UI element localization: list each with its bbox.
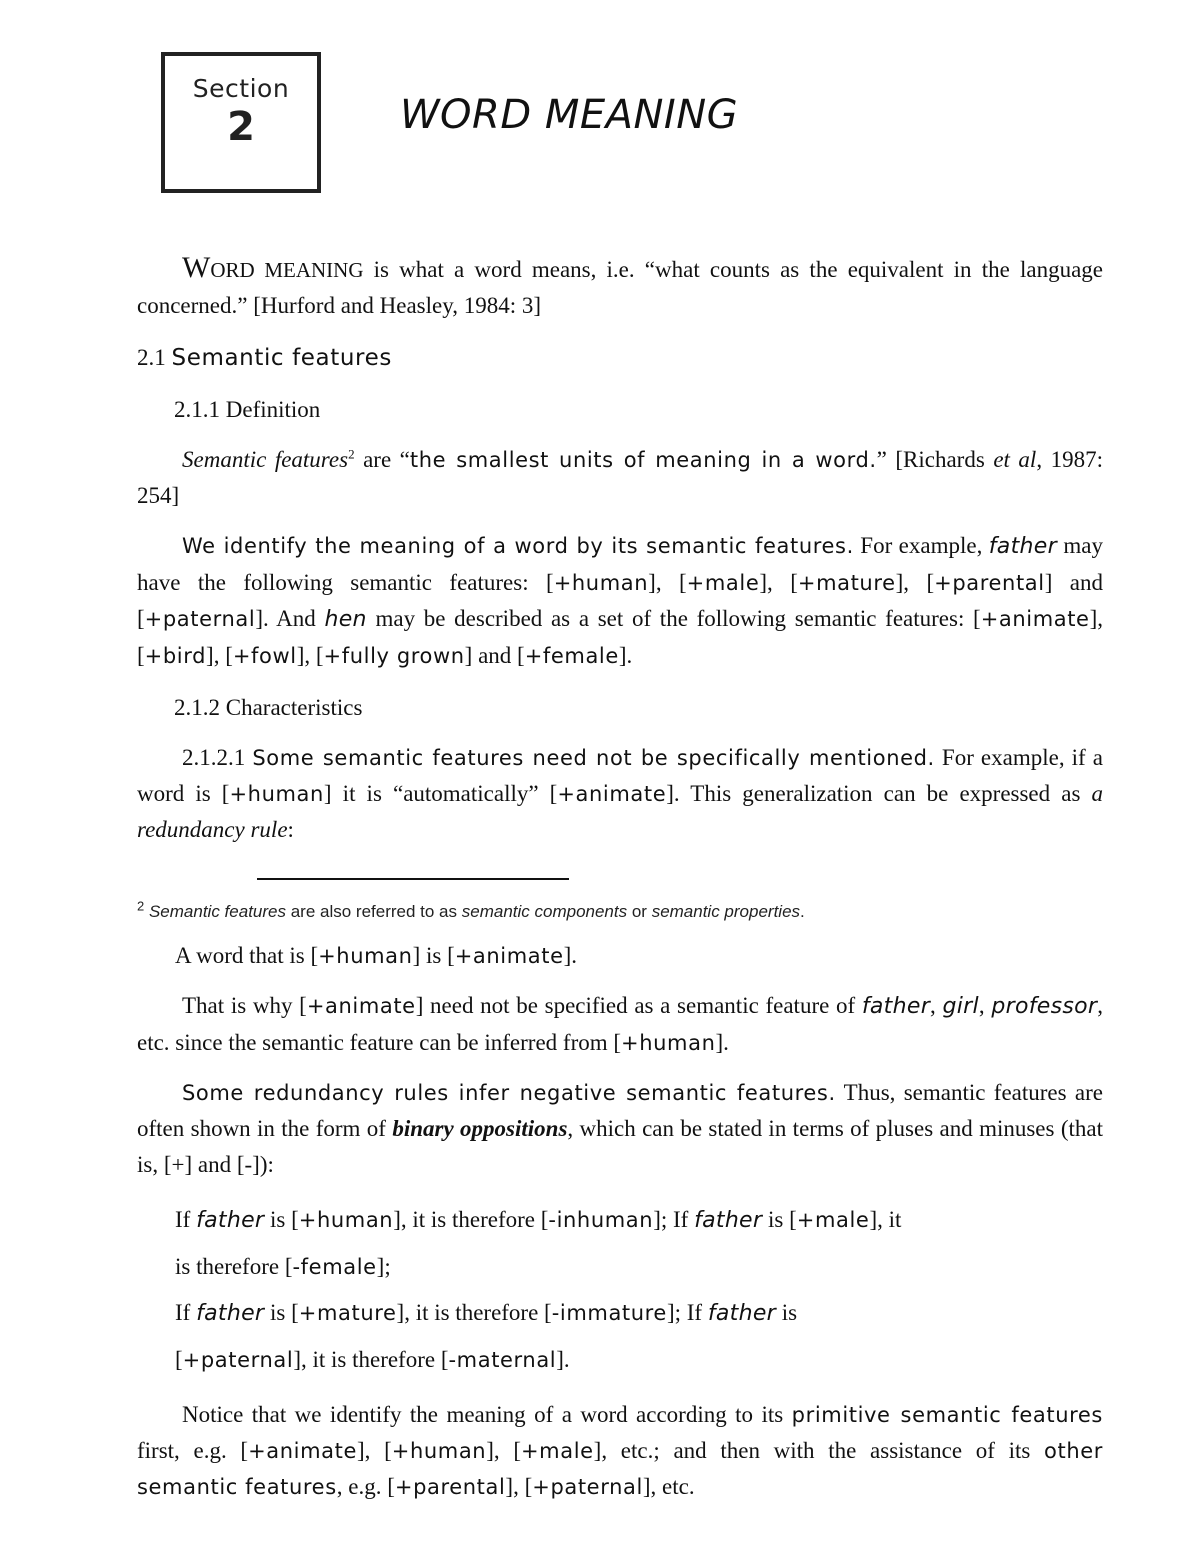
feature: +mature xyxy=(797,571,896,595)
why-text: That is why [ xyxy=(182,993,307,1018)
footnote-term: semantic properties xyxy=(651,902,801,921)
word-hen: hen xyxy=(324,607,367,632)
redundancy-term: a redundancy rule xyxy=(137,781,1103,842)
feature: +fowl xyxy=(232,644,297,668)
feature: +fully grown xyxy=(323,644,465,668)
ex-text: ]. xyxy=(556,1347,570,1372)
intro-paragraph xyxy=(137,250,1103,324)
ex-text: ], it is therefore [ xyxy=(293,1347,449,1372)
feature: +parental xyxy=(934,571,1045,595)
page-title: WORD MEANING xyxy=(400,92,739,138)
feature: +mature xyxy=(298,1301,397,1325)
ex-text: [ xyxy=(175,1347,183,1372)
notice-text: first, e.g. [ xyxy=(137,1438,249,1463)
example-line xyxy=(137,1244,1103,1290)
feature: -inhuman xyxy=(548,1208,654,1232)
feature: +human xyxy=(229,782,324,806)
word-professor: professor xyxy=(991,994,1098,1019)
word-father: father xyxy=(861,994,931,1019)
footnote-text: . xyxy=(800,902,805,921)
word-father: father xyxy=(694,1208,763,1233)
feature: +animate xyxy=(454,944,564,968)
ex-text: ]; xyxy=(376,1254,391,1279)
identify-text: ], [ xyxy=(296,643,324,668)
rule-text: ]. xyxy=(563,943,578,968)
identify-text: ], [ xyxy=(648,570,687,595)
redundancy-lead: Some semantic features need not be specifically mentioned. xyxy=(252,746,935,770)
footnote-text: or xyxy=(627,902,652,921)
ex-text: If xyxy=(175,1300,197,1325)
definition-paragraph xyxy=(137,442,1103,514)
word-father: father xyxy=(196,1301,265,1326)
why-text: , xyxy=(930,993,943,1018)
notice-paragraph xyxy=(137,1397,1103,1505)
ex-text: ], it is therefore [ xyxy=(393,1207,549,1232)
footnote xyxy=(137,900,1103,924)
identify-text: ] and [ xyxy=(464,643,525,668)
heading-2-1 xyxy=(137,340,1103,376)
identify-text: may be described as a set of the following semantic features: [ xyxy=(366,606,981,631)
definition-cite-1: ” [Richards xyxy=(876,447,994,472)
footnote-number: 2 xyxy=(137,898,145,914)
feature: -female xyxy=(292,1255,377,1279)
footnote-divider xyxy=(257,878,569,880)
ex-text: is [ xyxy=(264,1207,299,1232)
why-text: , xyxy=(978,993,985,1018)
feature: +paternal xyxy=(532,1475,643,1499)
identify-text: ], [ xyxy=(206,643,233,668)
notice-text: ], etc.; and then with the assistance of its xyxy=(593,1438,1045,1463)
notice-text: Notice that we identify the meaning of a word according to its xyxy=(182,1402,792,1427)
negative-text: Thus, semantic features are often shown in the form of xyxy=(137,1080,1103,1141)
feature: +bird xyxy=(144,644,207,668)
why-text: , etc. since the semantic feature can be inferred from [ xyxy=(137,993,1103,1055)
definition-text-1: are “ xyxy=(354,447,410,472)
ex-text: ], it is therefore [ xyxy=(396,1300,552,1325)
redundancy-paragraph xyxy=(137,740,1103,848)
rule-text: ] is [ xyxy=(412,943,455,968)
feature: +male xyxy=(520,1439,594,1463)
negative-text: , which can be stated in terms of pluses and minuses (that is, [+] and [-]): xyxy=(137,1116,1103,1177)
why-text: ] need not be specified as a semantic feature of xyxy=(415,993,862,1018)
rule-text: A word that is [ xyxy=(175,943,319,968)
why-text: ]. xyxy=(715,1030,729,1055)
heading-2-1-number: 2.1 xyxy=(137,345,172,370)
ex-text: If xyxy=(175,1207,197,1232)
example-line xyxy=(137,1337,1103,1383)
redundancy-number: 2.1.2.1 xyxy=(182,745,253,770)
definition-cite-2: , 1987: 254] xyxy=(137,447,1103,508)
feature: -maternal xyxy=(448,1348,557,1372)
identify-text: ], [ xyxy=(137,606,1103,668)
section-box xyxy=(161,52,321,193)
identify-text: ]. And xyxy=(255,606,325,631)
redundancy-text: : xyxy=(287,817,294,842)
feature: +parental xyxy=(394,1475,506,1499)
redundancy-text: ] it is “automatically” [ xyxy=(323,781,558,806)
example-line xyxy=(137,1197,1103,1244)
primitive-features-term: primitive semantic features xyxy=(791,1403,1103,1427)
identify-paragraph xyxy=(137,528,1103,674)
example-line xyxy=(137,1290,1103,1337)
feature: +animate xyxy=(248,1439,357,1463)
identify-text: ], [ xyxy=(759,570,798,595)
word-father: father xyxy=(707,1301,777,1326)
identify-text: may have the following semantic features: [ xyxy=(137,533,1103,595)
definition-quote: the smallest units of meaning in a word. xyxy=(409,448,877,472)
binary-oppositions-term: binary oppositions xyxy=(392,1116,568,1141)
other-features-term: other semantic features xyxy=(137,1439,1103,1499)
notice-text: ], [ xyxy=(486,1438,521,1463)
ex-text: is [ xyxy=(264,1300,299,1325)
intro-term-initial: W xyxy=(182,251,211,284)
why-paragraph xyxy=(137,988,1103,1061)
identify-lead: We identify the meaning of a word by its semantic features. xyxy=(182,534,854,558)
identify-text: ] and [ xyxy=(137,570,1104,631)
notice-text: ], etc. xyxy=(642,1474,695,1499)
feature: -immature xyxy=(551,1301,667,1325)
feature: +animate xyxy=(980,607,1090,631)
heading-2-1-label: Semantic features xyxy=(171,345,392,371)
footnote-text: are also referred to as xyxy=(285,902,462,921)
feature: +paternal xyxy=(182,1348,294,1372)
ex-text: is [ xyxy=(762,1207,797,1232)
definition-etal: et al xyxy=(993,447,1037,472)
ex-text: ], it xyxy=(869,1207,902,1232)
feature: +human xyxy=(391,1439,487,1463)
ex-text: is therefore [ xyxy=(175,1254,293,1279)
section-label: Section xyxy=(192,74,290,103)
word-father: father xyxy=(196,1208,265,1233)
feature: +female xyxy=(524,644,619,668)
word-father: father xyxy=(988,534,1057,559)
feature: +human xyxy=(553,571,649,595)
negative-paragraph xyxy=(137,1075,1103,1183)
notice-text: , e.g. [ xyxy=(336,1474,395,1499)
feature: +human xyxy=(621,1031,716,1055)
redundancy-text: For example, if a word is [ xyxy=(137,745,1103,806)
intro-text: is what a word means, i.e. “what counts as the equivalent in the language concerned.” [Hurford and Heasley, 1984: 3] xyxy=(137,257,1103,318)
identify-text: For example, xyxy=(853,533,989,558)
feature: +human xyxy=(298,1208,394,1232)
heading-2-1-1: 2.1.1 Definition xyxy=(174,397,321,422)
ex-text: ]; If xyxy=(653,1207,695,1232)
feature: +animate xyxy=(306,994,416,1018)
redundancy-text: ]. This generalization can be expressed as xyxy=(666,781,1092,806)
section-number: 2 xyxy=(227,104,255,150)
word-girl: girl xyxy=(942,994,979,1019)
footnote-term: semantic components xyxy=(461,902,628,921)
footnote-term: Semantic features xyxy=(148,902,286,921)
heading-2-1-2: 2.1.2 Characteristics xyxy=(174,695,363,720)
footnote-ref[interactable]: 2 xyxy=(348,446,355,462)
feature: +male xyxy=(686,571,760,595)
feature: +human xyxy=(318,944,413,968)
redundancy-rule xyxy=(137,938,1103,974)
feature: +male xyxy=(796,1208,870,1232)
definition-term: Semantic features xyxy=(182,447,349,472)
identify-text: ], [ xyxy=(895,570,935,595)
negative-lead: Some redundancy rules infer negative semantic features. xyxy=(182,1081,836,1105)
identify-text: ]. xyxy=(618,643,633,668)
body-content xyxy=(137,250,1103,1505)
examples-block xyxy=(137,1197,1103,1383)
notice-text: ], [ xyxy=(356,1438,392,1463)
intro-term-rest: ORD MEANING xyxy=(210,258,364,282)
ex-text: ]; If xyxy=(666,1300,708,1325)
ex-text: is xyxy=(776,1300,798,1325)
feature: +paternal xyxy=(144,607,256,631)
notice-text: ], [ xyxy=(505,1474,533,1499)
feature: +animate xyxy=(557,782,667,806)
